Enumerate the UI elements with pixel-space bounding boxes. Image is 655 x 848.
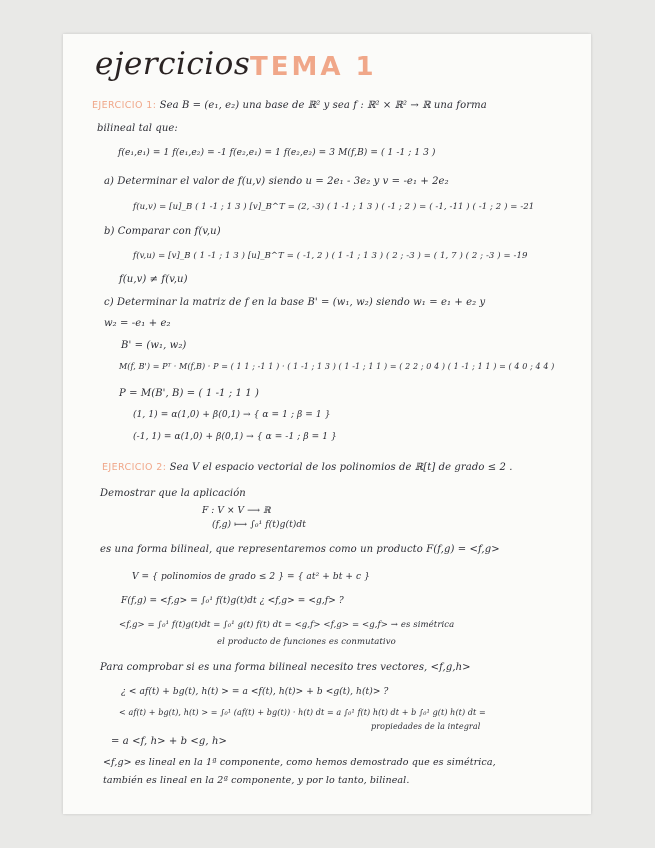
ex2-intro-text: Sea V el espacio vectorial de los polinomios de ℝ[t] de grado ≤ 2 . bbox=[169, 462, 513, 473]
title-ejercicios: ejercicios bbox=[95, 46, 251, 82]
ex2-question: ¿ < af(t) + bg(t), h(t) > = a <f(t), h(t)> + b <g(t), h(t)> ? bbox=[121, 687, 389, 697]
ex1-a-calc: f(u,v) = [u]_B ( 1 -1 ; 1 3 ) [v]_B^T = (2, -3) ( 1 -1 ; 1 3 ) ( -1 ; 2 ) = ( -1, -11 ) ( -1 ; 2 ) = -21 bbox=[133, 202, 535, 212]
ex1-c-matrix: M(f, B') = Pᵀ · M(f,B) · P = ( 1 1 ; -1 1 ) · ( 1 -1 ; 1 3 ) ( 1 -1 ; 1 1 ) = ( 2 2 ; 0 4 ) ( 1 -1 ; 1 1 ) = ( 4 0 ; 4 4 ) bbox=[119, 362, 555, 371]
ex1-given-values: f(e₁,e₁) = 1 f(e₁,e₂) = -1 f(e₂,e₁) = 1 f(e₂,e₂) = 3 M(f,B) = ( 1 -1 ; 1 3 ) bbox=[118, 148, 436, 158]
ex2-result: = a <f, h> + b <g, h> bbox=[111, 736, 227, 747]
ex2-symmetry-note: el producto de funciones es conmutativo bbox=[217, 637, 396, 647]
ex2-symmetry: <f,g> = ∫₀¹ f(t)g(t)dt = ∫₀¹ g(t) f(t) dt = <g,f> <f,g> = <g,f> → es simétrica bbox=[119, 620, 455, 630]
ex1-c-basis: B' = (w₁, w₂) bbox=[121, 340, 187, 351]
ex2-line4: Para comprobar si es una forma bilineal necesito tres vectores, <f,g,h> bbox=[100, 662, 471, 673]
ex2-conclusion-line1: <f,g> es lineal en la 1ª componente, como hemos demostrado que es simétrica, bbox=[103, 757, 496, 768]
ex1-c-p: P = M(B', B) = ( 1 -1 ; 1 1 ) bbox=[119, 388, 260, 399]
ex1-intro-text: Sea B = (e₁, e₂) una base de ℝ² y sea f : ℝ² × ℝ² → ℝ una forma bbox=[159, 100, 487, 111]
ex1-c-title: c) Determinar la matriz de f en la base B' = (w₁, w₂) siendo w₁ = e₁ + e₂ y bbox=[104, 297, 486, 308]
ex1-c-system1: (1, 1) = α(1,0) + β(0,1) → { α = 1 ; β = 1 } bbox=[133, 410, 331, 420]
ex1-c-system2: (-1, 1) = α(1,0) + β(0,1) → { α = -1 ; β = 1 } bbox=[133, 432, 337, 442]
ex2-line2: Demostrar que la aplicación bbox=[100, 488, 246, 499]
ex1-b-title: b) Comparar con f(v,u) bbox=[104, 226, 221, 237]
ex2-v-definition: V = { polinomios de grado ≤ 2 } = { at² + bt + c } bbox=[132, 572, 370, 582]
ex1-label: EJERCICIO 1: bbox=[92, 100, 157, 111]
title-tema: TEMA 1 bbox=[250, 52, 377, 82]
ex2-f-definition: F(f,g) = <f,g> = ∫₀¹ f(t)g(t)dt ¿ <f,g> = <g,f> ? bbox=[121, 596, 344, 606]
ex2-map-line1: F : V × V ⟶ ℝ bbox=[202, 506, 271, 516]
ex2-conclusion-line2: también es lineal en la 2ª componente, y por lo tanto, bilineal. bbox=[103, 775, 410, 786]
ex1-b-result: f(u,v) ≠ f(v,u) bbox=[119, 274, 188, 285]
ex2-linearity-note: propiedades de la integral bbox=[371, 722, 481, 731]
ex2-linearity: < af(t) + bg(t), h(t) > = ∫₀¹ (af(t) + bg(t)) · h(t) dt = a ∫₀¹ f(t) h(t) dt + b ∫₀¹ g(t) h(t) dt = bbox=[119, 708, 486, 717]
ex1-c-line2: w₂ = -e₁ + e₂ bbox=[104, 318, 171, 329]
ex1-a-title: a) Determinar el valor de f(u,v) siendo u = 2e₁ - 3e₂ y v = -e₁ + 2e₂ bbox=[104, 176, 449, 187]
ex2-map-line2: (f,g) ⟼ ∫₀¹ f(t)g(t)dt bbox=[212, 520, 306, 530]
ex2-label: EJERCICIO 2: bbox=[102, 462, 167, 473]
ex1-intro bbox=[92, 100, 487, 111]
ex2-line3: es una forma bilineal, que representaremos como un producto F(f,g) = <f,g> bbox=[100, 544, 500, 555]
ex1-intro-line2: bilineal tal que: bbox=[97, 123, 178, 134]
ex2-intro bbox=[102, 462, 513, 473]
ex1-b-calc: f(v,u) = [v]_B ( 1 -1 ; 1 3 ) [u]_B^T = ( -1, 2 ) ( 1 -1 ; 1 3 ) ( 2 ; -3 ) = ( 1, 7 ) ( 2 ; -3 ) = -19 bbox=[133, 251, 528, 261]
